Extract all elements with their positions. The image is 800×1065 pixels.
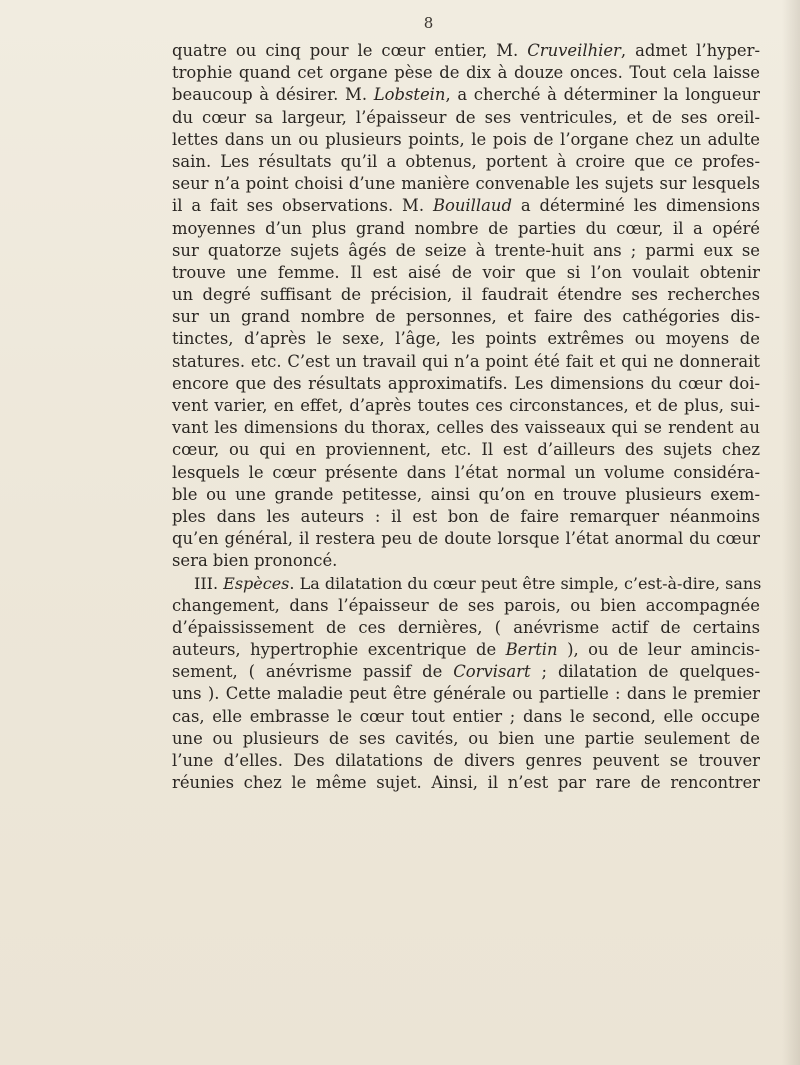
text-segment: ; dilatation de quelques- [530,662,760,682]
text-segment: auteurs, hypertrophie excentrique de [172,640,506,660]
text-line [172,373,760,395]
text-segment: tinctes, d’après le sexe, l’âge, les points extrêmes ou moyens de [172,329,760,349]
text-segment: trouve une femme. Il est aisé de voir que si l’on voulait obtenir [172,262,760,282]
text-segment: , a cherché à déterminer la longueur [445,85,760,105]
body-text [172,40,760,794]
text-segment: trophie quand cet organe pèse de dix à douze onces. Tout cela laisse [172,63,760,83]
text-segment: encore que des résultats approximatifs. Les dimensions du cœur doi- [172,373,760,393]
text-line [172,595,760,617]
italic-name: Bouillaud [432,196,512,216]
text-line [172,772,760,794]
text-segment: d’épaississement de ces dernières, ( anévrisme actif de certains [172,617,760,637]
text-line [172,550,760,572]
text-segment: vent varier, en effet, d’après toutes ces circonstances, et de plus, sui- [172,396,760,415]
text-line [172,306,760,328]
text-segment: sement, ( anévrisme passif de [172,662,454,682]
text-segment: moyennes d’un plus grand nombre de parties du cœur, il a opéré [172,218,760,238]
text-segment: a déterminé les dimensions [511,196,760,216]
text-line [172,417,760,439]
text-line [172,683,760,705]
text-line [172,107,760,129]
text-line [172,262,760,284]
italic-name: Lobstein [373,85,446,105]
text-segment: sur quatorze sujets âgés de seize à trente-huit ans ; parmi eux se [172,240,760,260]
text-segment: l’une d’elles. Des dilatations de divers genres peuvent se trouver [172,751,760,770]
text-line [172,351,760,373]
text-line [172,462,760,484]
text-line [172,395,760,417]
text-line [172,573,760,595]
text-line [172,173,760,195]
text-segment: statures. etc. C’est un travail qui n’a point été fait et qui ne donnerait [172,351,760,371]
text-segment: cas, elle embrasse le cœur tout entier ; dans le second, elle occupe [172,706,760,726]
text-segment: . La dilatation du cœur peut être simple, c’est-à-dire, sans [289,573,762,593]
text-segment: ples dans les auteurs : il est bon de faire remarquer néanmoins [172,506,760,526]
text-segment: lettes dans un ou plusieurs points, le pois de l’organe chez un adulte [172,129,760,149]
text-segment: uns ). Cette maladie peut être générale ou partielle : dans le premier [172,684,760,704]
text-line [172,84,760,106]
text-line [172,151,760,173]
text-line [172,617,760,639]
text-line [172,706,760,728]
text-line [172,129,760,151]
text-line [172,728,760,750]
text-segment: lesquels le cœur présente dans l’état normal un volume considéra- [172,462,760,482]
text-segment: vant les dimensions du thorax, celles des vaisseaux qui se rendent au [172,418,760,438]
text-line [172,195,760,217]
text-segment: seur n’a point choisi d’une manière convenable les sujets sur lesquels [172,174,760,194]
text-segment: un degré suffisant de précision, il faudrait étendre ses recherches [172,285,760,305]
italic-name: Cruveilhier [527,41,621,60]
text-segment: une ou plusieurs de ses cavités, ou bien une partie seulement de [172,728,760,748]
text-line [172,750,760,772]
text-line [172,639,760,661]
text-segment: il a fait ses observations. M. [172,196,433,216]
text-line [172,484,760,506]
italic-name: Espèces [223,573,290,593]
text-line [172,661,760,683]
text-line [172,240,760,262]
text-segment: ble ou une grande petitesse, ainsi qu’on en trouve plusieurs exem- [172,484,760,504]
text-segment: sur un grand nombre de personnes, et faire des cathégories dis- [172,307,760,327]
text-segment: cœur, ou qui en proviennent, etc. Il est d’ailleurs des sujets chez [172,440,760,460]
text-line [172,506,760,528]
text-segment: qu’en général, il restera peu de doute lorsque l’état anormal du cœur [172,529,760,549]
text-line [172,284,760,306]
page-number: 8 [423,14,435,32]
text-segment: beaucoup à désirer. M. [172,85,374,105]
text-segment: sain. Les résultats qu’il a obtenus, portent à croire que ce profes- [172,151,760,171]
text-segment: sera bien prononcé. [172,551,338,571]
text-segment: changement, dans l’épaisseur de ses parois, ou bien accompagnée [172,595,760,615]
text-line [172,328,760,350]
italic-name: Corvisart [453,662,531,682]
italic-name: Bertin [505,640,558,660]
text-line [172,439,760,461]
text-segment: III. [194,573,224,593]
text-segment: réunies chez le même sujet. Ainsi, il n’est par rare de rencontrer [172,773,760,793]
text-segment: quatre ou cinq pour le cœur entier, M. [172,41,528,60]
text-line [172,218,760,240]
text-line [172,62,760,84]
text-segment: ), ou de leur amincis- [557,640,760,660]
text-line [172,40,760,62]
page-edge-shadow [782,0,800,1065]
text-segment: , admet l’hyper- [620,41,761,60]
text-line [172,528,760,550]
text-segment: du cœur sa largeur, l’épaisseur de ses ventricules, et de ses oreil- [172,107,760,127]
